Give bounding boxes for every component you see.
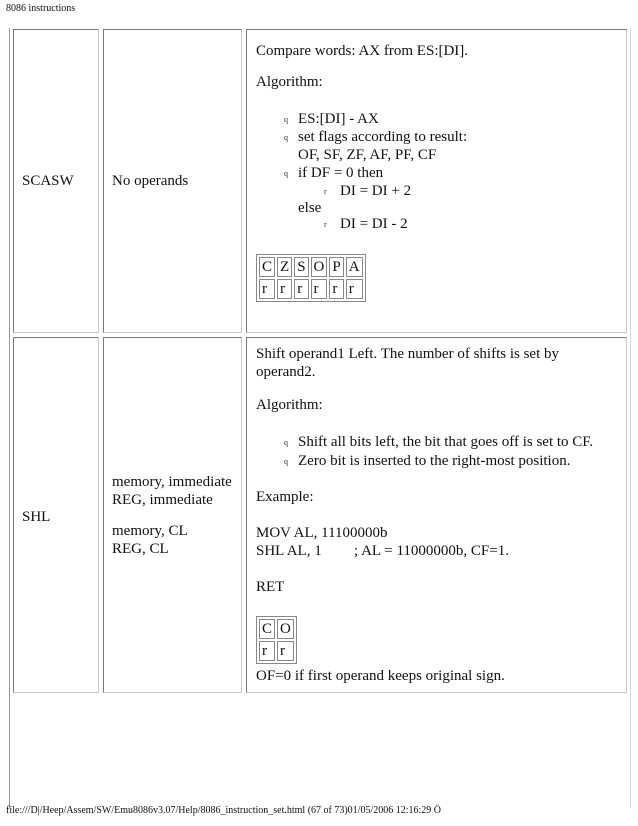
- flag-value: r: [259, 279, 275, 299]
- flag-name: C: [259, 257, 275, 277]
- flag-value: r: [329, 279, 343, 299]
- page-footer-url: file:///D|/Heep/Assem/SW/Emu8086v3.07/Help/8086_instruction_set.html (67 of 73)01/05/2006 12:16:29 Ö: [6, 805, 442, 816]
- scasw-step-3b: DI = DI - 2: [340, 216, 408, 232]
- bullet-icon: q: [284, 115, 288, 124]
- shl-description-line-1: Shift operand1 Left. The number of shifts is set by: [256, 346, 560, 362]
- flag-name: S: [294, 257, 308, 277]
- scasw-step-2: set flags according to result:: [298, 129, 468, 145]
- flags-names-row: [259, 257, 363, 277]
- bullet-icon: q: [284, 457, 288, 466]
- shl-operand-1: memory, immediate: [112, 474, 232, 490]
- shl-flags-table: [256, 616, 297, 664]
- scasw-step-2-flags: OF, SF, ZF, AF, PF, CF: [298, 147, 437, 163]
- flag-value: r: [294, 279, 308, 299]
- shl-note: OF=0 if first operand keeps original sign.: [256, 668, 505, 684]
- shl-description-cell: [246, 337, 627, 693]
- shl-operand-4: REG, CL: [112, 541, 169, 557]
- shl-code-line-2: SHL AL, 1: [256, 543, 322, 559]
- bullet-icon: q: [284, 133, 288, 142]
- flag-name: Z: [277, 257, 292, 277]
- flags-values-row: [259, 279, 363, 299]
- shl-description-line-2: operand2.: [256, 364, 316, 380]
- scasw-step-1: ES:[DI] - AX: [298, 111, 379, 127]
- scasw-description: Compare words: AX from ES:[DI].: [256, 43, 469, 59]
- flag-value: r: [277, 279, 292, 299]
- flag-value: r: [277, 641, 294, 661]
- flag-value: r: [346, 279, 363, 299]
- shl-algorithm-label: Algorithm:: [256, 397, 323, 413]
- shl-operands-cell: [103, 337, 242, 693]
- scasw-operands: No operands: [112, 173, 189, 189]
- scasw-mnemonic: SCASW: [22, 173, 74, 189]
- flags-names-row: [259, 619, 294, 639]
- sub-bullet-icon: r: [324, 220, 327, 229]
- scasw-step-3: if DF = 0 then: [298, 165, 384, 181]
- scasw-flags-table: [256, 254, 366, 302]
- scasw-algorithm-label: Algorithm:: [256, 74, 323, 90]
- bullet-icon: q: [284, 169, 288, 178]
- flag-name: O: [311, 257, 328, 277]
- flag-value: r: [259, 641, 275, 661]
- scasw-else: else: [298, 200, 322, 216]
- shl-step-1: Shift all bits left, the bit that goes off is set to CF.: [298, 434, 594, 450]
- shl-operand-2: REG, immediate: [112, 492, 213, 508]
- shl-code-line-3: RET: [256, 579, 285, 595]
- page-header-title: 8086 instructions: [6, 3, 76, 14]
- shl-example-label: Example:: [256, 489, 314, 505]
- shl-mnemonic: SHL: [22, 509, 51, 525]
- flag-name: C: [259, 619, 275, 639]
- flag-name: P: [329, 257, 343, 277]
- flag-name: A: [346, 257, 363, 277]
- shl-code-comment: ; AL = 11000000b, CF=1.: [354, 543, 509, 559]
- flags-values-row: [259, 641, 294, 661]
- bullet-icon: q: [284, 438, 288, 447]
- shl-operand-3: memory, CL: [112, 523, 188, 539]
- shl-code-line-1: MOV AL, 11100000b: [256, 525, 388, 541]
- shl-step-2: Zero bit is inserted to the right-most position.: [298, 453, 571, 469]
- scasw-step-3a: DI = DI + 2: [340, 183, 412, 199]
- sub-bullet-icon: r: [324, 187, 327, 196]
- flag-name: O: [277, 619, 294, 639]
- flag-value: r: [311, 279, 328, 299]
